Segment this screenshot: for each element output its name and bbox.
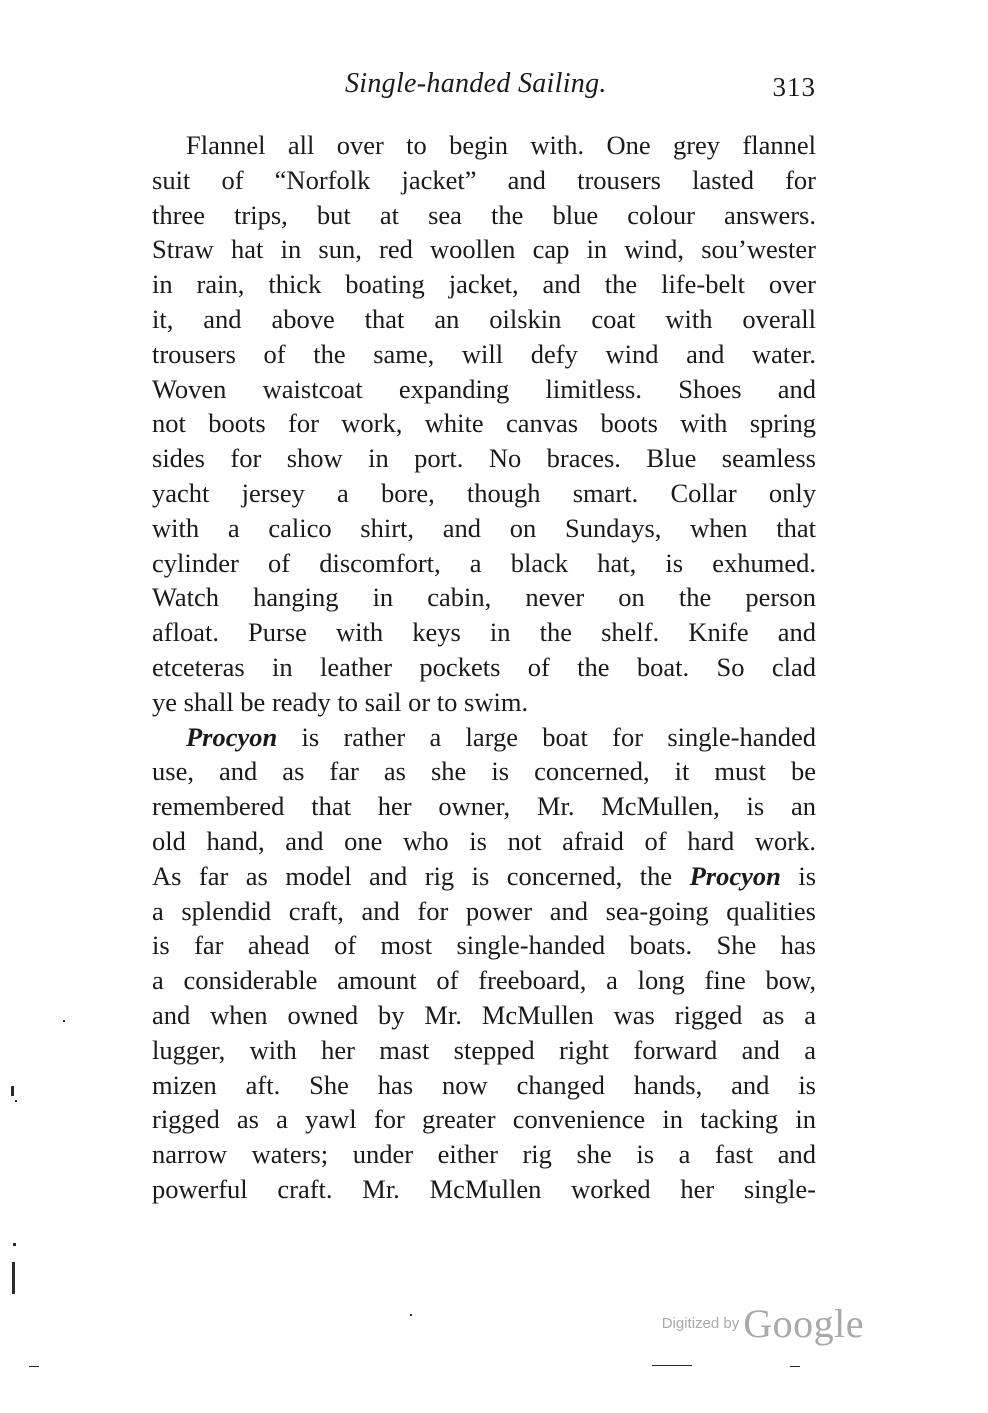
text-line: cylinder of discomfort, a black hat, is exhumed. bbox=[152, 547, 816, 578]
text-line: afloat. Purse with keys in the shelf. Knife and bbox=[152, 617, 816, 648]
text-line: suit of “Norfolk jacket” and trousers lasted for bbox=[152, 164, 816, 195]
text-line: narrow waters; under either rig she is a fast and bbox=[152, 1139, 816, 1170]
text-line: yacht jersey a bore, though smart. Collar only bbox=[152, 477, 816, 508]
italic-boat-name: Procyon bbox=[689, 860, 781, 891]
scan-speck bbox=[652, 1365, 692, 1366]
scan-speck bbox=[11, 1086, 14, 1096]
text-line: Flannel all over to begin with. One grey flannel bbox=[186, 130, 816, 160]
text-line: in rain, thick boating jacket, and the life-belt over bbox=[152, 269, 816, 300]
scan-speck bbox=[12, 1262, 15, 1294]
scan-speck bbox=[63, 1020, 65, 1022]
text-line: Woven waistcoat expanding limitless. Shoes and bbox=[152, 373, 816, 404]
scan-speck bbox=[790, 1366, 800, 1367]
text-fragment: is rather a large boat for single-handed bbox=[301, 721, 816, 752]
text-line: rigged as a yawl for greater convenience in tacking in bbox=[152, 1104, 816, 1135]
google-logo: Google bbox=[743, 1301, 864, 1346]
text-fragment: is bbox=[798, 860, 817, 891]
text-line: with a calico shirt, and on Sundays, when that bbox=[152, 512, 816, 543]
text-line: etceteras in leather pockets of the boat. So clad bbox=[152, 651, 816, 682]
scan-speck bbox=[13, 1243, 16, 1246]
body-text bbox=[152, 128, 816, 1207]
text-line: mizen aft. She has now changed hands, and is bbox=[152, 1069, 816, 1100]
text-line: not boots for work, white canvas boots with spring bbox=[152, 408, 816, 439]
text-line: a splendid craft, and for power and sea-going qualities bbox=[152, 895, 816, 926]
italic-boat-name: Procyon bbox=[186, 721, 278, 752]
scan-speck bbox=[410, 1314, 412, 1316]
text-line: and when owned by Mr. McMullen was rigged as a bbox=[152, 999, 816, 1030]
page-number: 313 bbox=[772, 72, 816, 102]
text-fragment: As far as model and rig is concerned, the bbox=[152, 860, 673, 891]
scan-speck bbox=[15, 1100, 17, 1102]
mixed-line bbox=[152, 859, 816, 894]
text-line: it, and above that an oilskin coat with overall bbox=[152, 303, 816, 334]
running-head bbox=[150, 64, 818, 108]
text-line: ye shall be ready to sail or to swim. bbox=[152, 686, 529, 717]
text-line: lugger, with her mast stepped right forward and a bbox=[152, 1034, 816, 1065]
running-title: Single-handed Sailing. bbox=[345, 68, 607, 99]
text-line: remembered that her owner, Mr. McMullen, is an bbox=[152, 791, 816, 822]
text-line: Straw hat in sun, red woollen cap in wind, sou’wester bbox=[152, 234, 816, 265]
text-line: is far ahead of most single-handed boats. She has bbox=[152, 930, 816, 961]
text-line: Watch hanging in cabin, never on the person bbox=[152, 582, 816, 613]
text-line: three trips, but at sea the blue colour answers. bbox=[152, 199, 816, 230]
scan-speck bbox=[29, 1366, 39, 1367]
text-line: trousers of the same, will defy wind and water. bbox=[152, 338, 816, 369]
text-line: use, and as far as she is concerned, it must be bbox=[152, 756, 816, 787]
text-line: powerful craft. Mr. McMullen worked her single- bbox=[152, 1173, 816, 1204]
watermark-prefix: Digitized by bbox=[661, 1315, 740, 1332]
paragraph-start-line bbox=[152, 720, 816, 755]
text-line: a considerable amount of freeboard, a long fine bow, bbox=[152, 965, 816, 996]
text-line: sides for show in port. No braces. Blue seamless bbox=[152, 443, 816, 474]
digitized-watermark bbox=[662, 1300, 864, 1347]
text-line: old hand, and one who is not afraid of hard work. bbox=[152, 825, 816, 856]
